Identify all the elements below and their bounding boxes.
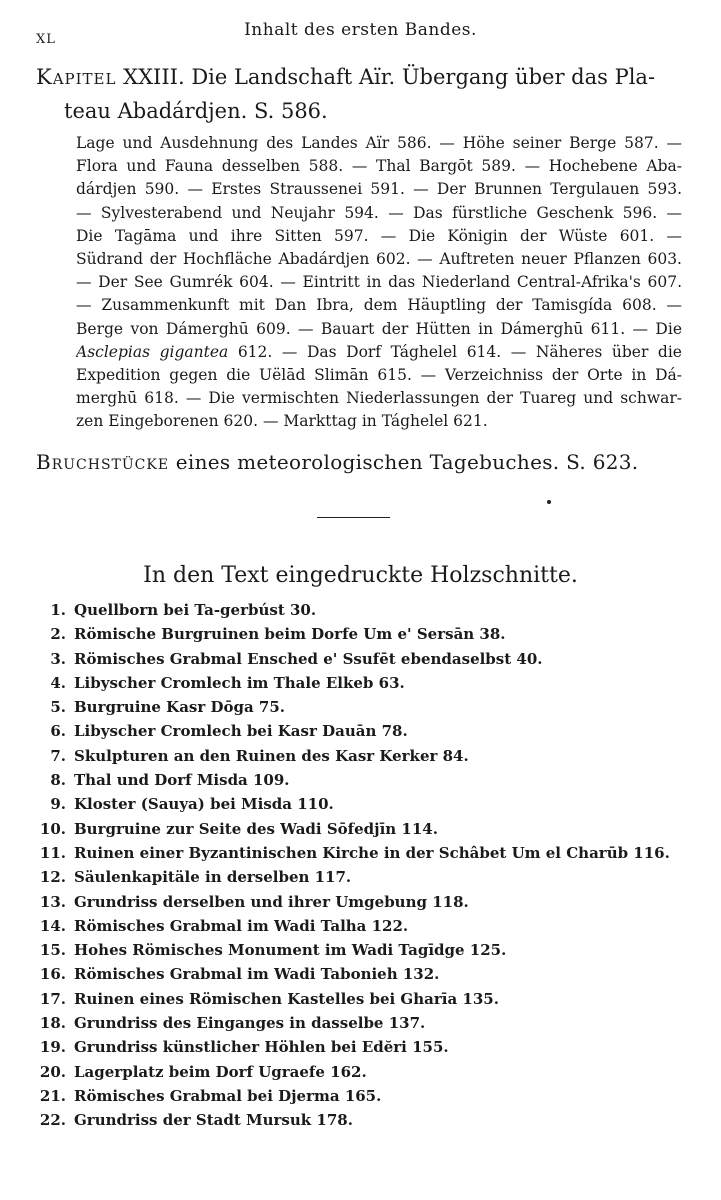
woodcut-title: Römische Burgruinen beim Dorfe Um e' Sersān 38.	[74, 625, 506, 644]
woodcut-number: 9.	[50, 795, 66, 814]
woodcut-title: Quellborn bei Ta-gerbúst 30.	[74, 601, 317, 619]
woodcut-number: 10.	[39, 819, 66, 838]
woodcut-title: Libyscher Cromlech im Thale Elkeb 63.	[74, 673, 405, 692]
woodcut-item	[36, 865, 696, 889]
woodcut-title: Grundriss des Einganges in dasselbe 137.	[74, 1014, 426, 1033]
woodcut-title: Römisches Grabmal im Wadi Talha 122.	[74, 916, 409, 935]
woodcut-item	[36, 744, 696, 768]
woodcut-number: 7.	[50, 746, 66, 765]
summary-line: — Sylvesterabend und Neujahr 594. — Das fürstliche Geschenk 596. —	[76, 203, 682, 222]
summary-line: merghū 618. — Die vermischten Niederlassungen der Tuareg und schwar-	[76, 389, 682, 408]
woodcut-item	[36, 647, 696, 671]
woodcut-number: 22.	[39, 1111, 66, 1130]
woodcuts-title: In den Text eingedruckte Holzschnitte.	[143, 563, 578, 588]
chapter-entry	[36, 60, 682, 434]
page-number: XL	[36, 32, 56, 47]
woodcut-item	[36, 1035, 696, 1059]
woodcut-item	[36, 1060, 696, 1084]
woodcut-item	[36, 622, 696, 646]
woodcut-item	[36, 598, 696, 622]
woodcut-title: Burgruine zur Seite des Wadi Sōfedjīn 114.	[74, 819, 438, 838]
summary-line: dárdjen 590. — Erstes Straussenei 591. — Der Brunnen Tergulauen 593.	[76, 180, 682, 199]
woodcut-title: Säulenkapitäle in derselben 117.	[74, 868, 352, 887]
woodcut-title: Römisches Grabmal Ensched e' Ssufēt ebendaselbst 40.	[74, 649, 543, 668]
woodcut-item	[36, 938, 696, 962]
woodcut-item	[36, 962, 696, 986]
summary-line: Lage und Ausdehnung des Landes Aïr 586. — Höhe seiner Berge 587. —	[76, 134, 682, 152]
summary-line: — Zusammenkunft mit Dan Ibra, dem Häuptling der Tamisgída 608. —	[76, 296, 682, 315]
woodcut-title: Ruinen einer Byzantinischen Kirche in der Schâbet Um el Charūb 116.	[74, 843, 670, 862]
chapter-title-line1: Die Landschaft Aïr. Übergang über das Pla-	[191, 65, 656, 89]
woodcut-title: Ruinen eines Römischen Kastelles bei Gharīa 135.	[74, 989, 499, 1008]
section-divider	[317, 517, 390, 518]
woodcut-title: Grundriss künstlicher Höhlen bei Edĕri 155.	[74, 1038, 449, 1057]
woodcut-item	[36, 768, 696, 792]
chapter-numeral: XXIII.	[123, 65, 185, 89]
woodcut-item	[36, 1011, 696, 1035]
woodcut-number: 19.	[39, 1038, 66, 1057]
chapter-heading	[36, 60, 682, 128]
woodcut-number: 1.	[50, 601, 66, 619]
woodcut-item	[36, 671, 696, 695]
woodcut-number: 20.	[39, 1062, 66, 1081]
chapter-title-line2: teau Abadárdjen. S. 586.	[64, 99, 328, 123]
summary-line: Südrand der Hochfläche Abadárdjen 602. — Auftreten neuer Pflanzen 603.	[76, 250, 682, 269]
italic-species-name: Asclepias gigantea	[76, 342, 229, 361]
woodcut-number: 8.	[50, 771, 66, 790]
running-title: Inhalt des ersten Bandes.	[244, 20, 477, 40]
woodcut-number: 6.	[50, 722, 66, 741]
woodcut-number: 12.	[39, 868, 66, 887]
woodcuts-list	[36, 598, 696, 1133]
page-header	[36, 20, 685, 46]
chapter-label: Kapitel	[36, 65, 117, 89]
woodcut-title: Lagerplatz beim Dorf Ugraefe 162.	[74, 1062, 367, 1081]
summary-line: — Der See Gumrék 604. — Eintritt in das Niederland Central-Afrika's 607.	[76, 273, 682, 292]
woodcut-number: 16.	[39, 965, 66, 984]
woodcut-number: 18.	[39, 1014, 66, 1033]
stray-dot	[547, 500, 551, 504]
woodcut-title: Kloster (Sauya) bei Misda 110.	[74, 795, 334, 814]
woodcut-title: Hohes Römisches Monument im Wadi Tagīdge 125.	[74, 941, 507, 960]
woodcut-item	[36, 1108, 696, 1132]
woodcut-item	[36, 719, 696, 743]
woodcut-number: 3.	[50, 649, 66, 668]
summary-line: Asclepias gigantea 612. — Das Dorf Tághelel 614. — Näheres über die	[76, 342, 682, 361]
woodcut-item	[36, 817, 696, 841]
woodcut-number: 15.	[39, 941, 66, 960]
summary-line: Berge von Dámerghū 609. — Bauart der Hütten in Dámerghū 611. — Die	[76, 319, 682, 338]
woodcut-item	[36, 695, 696, 719]
summary-line: Die Tagāma und ihre Sitten 597. — Die Königin der Wüste 601. —	[76, 226, 682, 245]
woodcut-number: 14.	[39, 916, 66, 935]
fragment-entry	[36, 450, 638, 474]
woodcut-item	[36, 890, 696, 914]
woodcut-title: Libyscher Cromlech bei Kasr Dauān 78.	[74, 722, 408, 741]
woodcut-title: Römisches Grabmal bei Djerma 165.	[74, 1086, 382, 1105]
fragment-text: eines meteorologischen Tagebuches. S. 623.	[169, 450, 639, 474]
summary-line: zen Eingeborenen 620. — Markttag in Tághelel 621.	[76, 412, 488, 431]
summary-line: Expedition gegen die Uëlād Slimān 615. — Verzeichniss der Orte in Dá-	[76, 366, 682, 385]
summary-line: Flora und Fauna desselben 588. — Thal Bargōt 589. — Hochebene Aba-	[76, 157, 682, 176]
woodcut-number: 5.	[50, 698, 66, 717]
woodcut-item	[36, 914, 696, 938]
woodcut-number: 13.	[39, 892, 66, 911]
woodcut-title: Römisches Grabmal im Wadi Tabonieh 132.	[74, 965, 440, 984]
woodcut-item	[36, 1084, 696, 1108]
woodcut-number: 21.	[39, 1086, 66, 1105]
woodcut-item	[36, 792, 696, 816]
woodcut-number: 17.	[39, 989, 66, 1008]
chapter-summary	[76, 132, 682, 434]
woodcut-title: Skulpturen an den Ruinen des Kasr Kerker 84.	[74, 746, 469, 765]
woodcut-item	[36, 841, 696, 865]
woodcut-title: Grundriss der Stadt Mursuk 178.	[74, 1111, 353, 1130]
woodcut-title: Thal und Dorf Misda 109.	[74, 771, 290, 790]
woodcut-number: 4.	[50, 673, 66, 692]
woodcut-title: Grundriss derselben und ihrer Umgebung 118.	[74, 892, 469, 911]
woodcut-item	[36, 987, 696, 1011]
fragment-label: Bruchstücke	[36, 450, 170, 474]
woodcut-title: Burgruine Kasr Dōga 75.	[74, 698, 286, 717]
woodcut-number: 11.	[39, 843, 66, 862]
woodcut-number: 2.	[50, 625, 66, 644]
